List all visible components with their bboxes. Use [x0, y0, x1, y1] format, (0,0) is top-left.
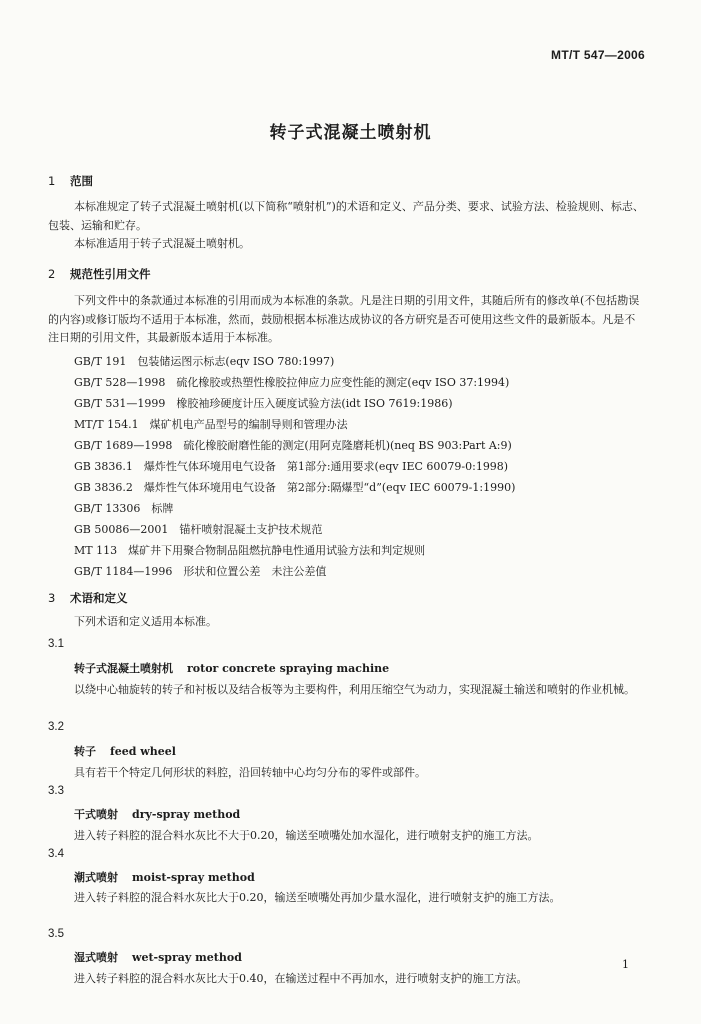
section-title: 规范性引用文件	[70, 267, 151, 281]
term-heading	[74, 949, 242, 965]
reference-item: MT 113 煤矿井下用聚合物制品阻燃抗静电性通用试验方法和判定规则	[74, 544, 426, 557]
standard-code: MT/T 547—2006	[551, 48, 645, 62]
term-number: 3.4	[48, 848, 64, 860]
term-number: 3.3	[48, 785, 64, 797]
term-number: 3.5	[48, 928, 64, 940]
term-heading	[74, 660, 389, 676]
scope-paragraph-1: 本标准规定了转子式混凝土喷射机(以下简称“喷射机”)的术语和定义、产品分类、要求、试验方法、检验规则、标志、包装、运输和贮存。	[48, 200, 644, 232]
document-title: 转子式混凝土喷射机	[269, 123, 432, 143]
reference-item: GB/T 531—1999 橡胶袖珍硬度计压入硬度试验方法(idt ISO 7619:1986)	[74, 397, 453, 410]
term-definition: 以绕中心轴旋转的转子和衬板以及结合板等为主要构件，利用压缩空气为动力，实现混凝土输送和喷射的作业机械。	[74, 683, 635, 696]
terms-intro: 下列术语和定义适用本标准。	[74, 615, 217, 628]
term-definition: 具有若干个特定几何形状的料腔，沿回转轴中心均匀分布的零件或部件。	[74, 766, 426, 779]
term-chinese: 转子	[74, 745, 96, 758]
reference-item: GB 3836.1 爆炸性气体环境用电气设备 第1部分:通用要求(eqv IEC 60079-0:1998)	[74, 460, 509, 473]
term-english: moist-spray method	[132, 871, 255, 884]
term-definition: 进入转子料腔的混合料水灰比大于0.40，在输送过程中不再加水，进行喷射支护的施工方法。	[74, 972, 528, 985]
section-number: 1	[48, 174, 56, 188]
section-3-heading	[48, 590, 128, 606]
term-number: 3.2	[48, 721, 64, 733]
term-chinese: 干式喷射	[74, 808, 118, 821]
reference-item: MT/T 154.1 煤矿机电产品型号的编制导则和管理办法	[74, 418, 348, 431]
term-english: wet-spray method	[132, 951, 242, 964]
term-chinese: 潮式喷射	[74, 871, 118, 884]
section-title: 术语和定义	[70, 591, 128, 605]
scope-paragraph-2: 本标准适用于转子式混凝土喷射机。	[74, 237, 250, 250]
section-number: 3	[48, 591, 56, 605]
page-number: 1	[622, 958, 629, 971]
term-number: 3.1	[48, 638, 64, 650]
term-definition: 进入转子料腔的混合料水灰比大于0.20，输送至喷嘴处再加少量水湿化，进行喷射支护的施工方法。	[74, 891, 561, 904]
term-heading	[74, 806, 240, 822]
section-2-heading	[48, 266, 151, 282]
reference-item: GB 3836.2 爆炸性气体环境用电气设备 第2部分:隔爆型“d”(eqv IEC 60079-1:1990)	[74, 481, 516, 494]
reference-item: GB/T 528—1998 硫化橡胶或热塑性橡胶拉伸应力应变性能的测定(eqv ISO 37:1994)	[74, 376, 510, 389]
term-chinese: 湿式喷射	[74, 951, 118, 964]
section-title: 范围	[70, 174, 93, 188]
term-english: dry-spray method	[132, 808, 241, 821]
reference-item: GB/T 13306 标牌	[74, 502, 174, 515]
reference-item: GB/T 191 包装储运图示标志(eqv ISO 780:1997)	[74, 355, 335, 368]
term-english: rotor concrete spraying machine	[187, 662, 390, 675]
reference-item: GB 50086—2001 锚杆喷射混凝土支护技术规范	[74, 523, 323, 536]
term-english: feed wheel	[110, 745, 176, 758]
term-definition: 进入转子料腔的混合料水灰比不大于0.20，输送至喷嘴处加水湿化，进行喷射支护的施工方法。	[74, 829, 539, 842]
reference-item: GB/T 1184—1996 形状和位置公差 未注公差值	[74, 565, 327, 578]
section-1-heading	[48, 173, 93, 189]
reference-item: GB/T 1689—1998 硫化橡胶耐磨性能的测定(用阿克隆磨耗机)(neq BS 903:Part A:9)	[74, 439, 512, 452]
section-number: 2	[48, 267, 56, 281]
references-intro: 下列文件中的条款通过本标准的引用而成为本标准的条款。凡是注日期的引用文件，其随后所有的修改单(不包括勘误的内容)或修订版均不适用于本标准，然而，鼓励根据本标准达成协议的各方研究是否可使用这些文件的最新版本。凡是不注日期的引用文件，其最新版本适用于本标准。	[48, 294, 640, 344]
term-heading	[74, 869, 255, 885]
term-heading	[74, 743, 176, 759]
term-chinese: 转子式混凝土喷射机	[74, 662, 173, 675]
